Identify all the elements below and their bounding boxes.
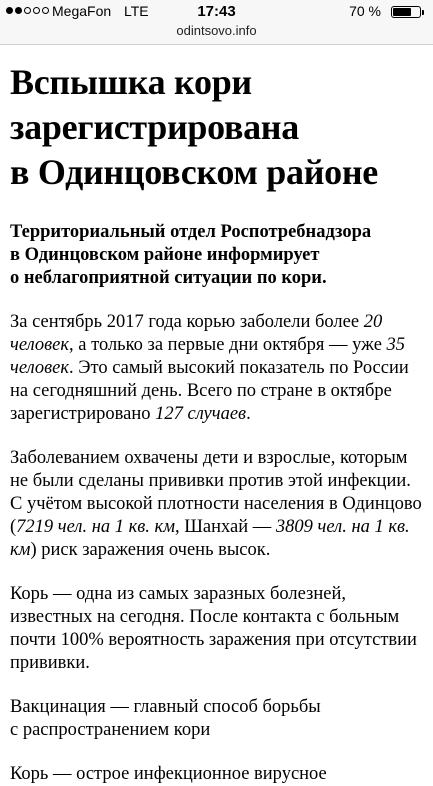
article	[10, 60, 425, 786]
browser-top-bar	[0, 0, 433, 45]
battery-cap	[422, 10, 424, 15]
emphasis-text: 127 случаев	[155, 404, 247, 424]
paragraph-text: .	[246, 404, 251, 424]
title-line: зарегистрирована	[10, 107, 299, 147]
article-paragraph: Корь — острое инфекционное вирусное	[10, 764, 327, 784]
article-paragraph	[10, 447, 425, 562]
status-bar	[0, 0, 433, 22]
emphasis-text: 35 человек	[10, 335, 406, 378]
article-lead	[10, 221, 425, 290]
emphasis-text: 7219 чел. на 1 кв. км	[16, 517, 176, 537]
address-bar-url[interactable]: odintsovo.info	[176, 23, 257, 38]
article-paragraph: Корь — одна из самых заразных болезней, известных на сегодня. После контакта с больным почти 100% вероятность заражения при отсутствии прививки.	[10, 584, 417, 673]
emphasis-text: 20 человек	[10, 312, 383, 355]
network-type: LTE	[124, 3, 149, 19]
paragraph-text: . Это самый высокий показатель по России на сегодняшний день. Всего по стране в октябре зарегистрировано	[10, 358, 409, 424]
battery-icon	[391, 6, 421, 18]
article-paragraph	[10, 311, 425, 426]
carrier-name: MegaFon	[52, 3, 112, 19]
title-line: Вспышка кори	[10, 62, 252, 102]
lead-line: Территориальный отдел Роспотребнадзора	[10, 222, 372, 242]
paragraph-text: За сентябрь 2017 года корью заболели более	[10, 312, 364, 332]
paragraph-text: Заболеванием охвачены дети и взрослые, которым не были сделаны прививки против этой инфекции. С учётом высокой плотности населения в Одинцово (	[10, 448, 422, 537]
lead-line: в Одинцовском районе информирует	[10, 245, 320, 265]
paragraph-line: с распространением кори	[10, 720, 211, 740]
paragraph-text: ) риск заражения очень высок.	[30, 540, 271, 560]
article-paragraph	[10, 696, 425, 742]
title-line: в Одинцовском районе	[10, 152, 378, 192]
status-time: 17:43	[197, 3, 236, 20]
emphasis-text: 3809 чел. на 1 кв. км	[10, 517, 410, 560]
article-title	[10, 60, 425, 195]
paragraph-line: Вакцинация — главный способ борьбы	[10, 697, 321, 717]
paragraph-text: , Шанхай —	[175, 517, 276, 537]
battery-fill	[393, 8, 411, 16]
lead-line: о неблагоприятной ситуации по кори.	[10, 268, 327, 288]
battery-percent: 70 %	[349, 3, 381, 19]
paragraph-text: , а только за первые дни октября — уже	[69, 335, 387, 355]
